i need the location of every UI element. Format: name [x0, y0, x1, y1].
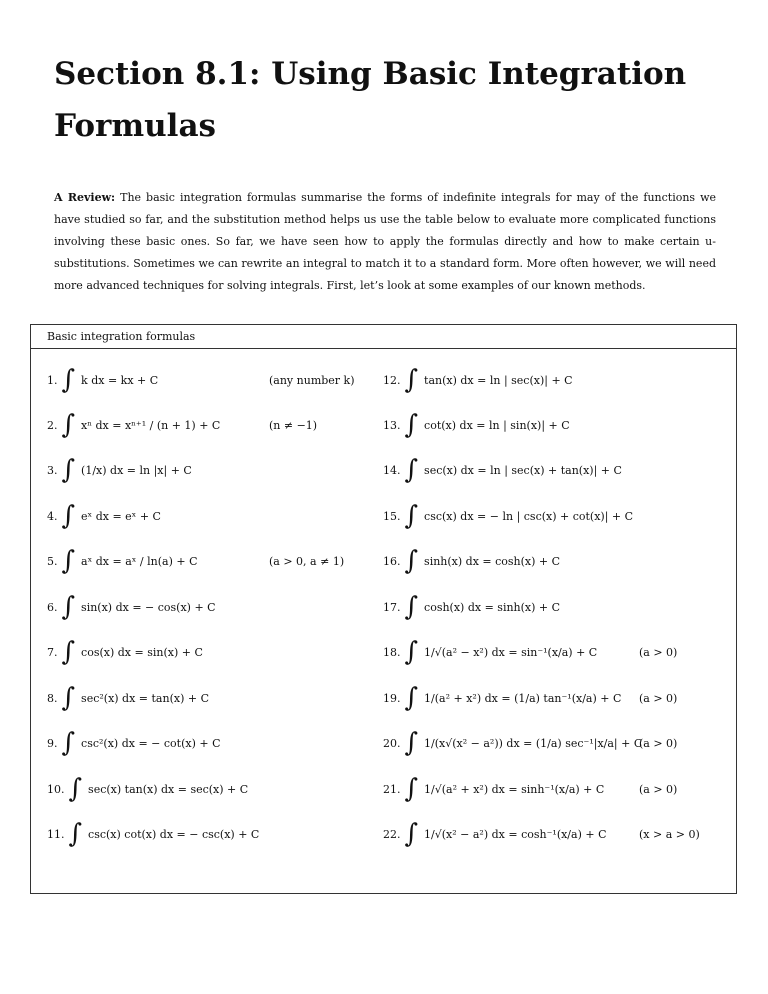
- integral-sign-icon: ∫: [61, 365, 76, 395]
- formula-number: 7.: [47, 645, 58, 659]
- formula-row: [383, 496, 633, 536]
- formula-row: [383, 541, 560, 581]
- formula-expression: sec²(x) dx = tan(x) + C: [81, 691, 209, 705]
- formula-row: [47, 632, 203, 672]
- formula-number: 6.: [47, 600, 58, 614]
- formula-number: 11.: [47, 827, 65, 841]
- formula-number: 21.: [383, 782, 401, 796]
- formula-expression: (1/x) dx = ln |x| + C: [81, 463, 192, 477]
- formula-table: [30, 324, 737, 894]
- integral-sign-icon: ∫: [404, 455, 419, 485]
- formula-expression: sec(x) dx = ln | sec(x) + tan(x)| + C: [424, 463, 622, 477]
- formula-number: 12.: [383, 373, 401, 387]
- formula-number: 18.: [383, 645, 401, 659]
- formula-number: 22.: [383, 827, 401, 841]
- formula-expression: eˣ dx = eˣ + C: [81, 509, 161, 523]
- formula-condition: (any number k): [269, 373, 355, 387]
- formula-number: 10.: [47, 782, 65, 796]
- formula-condition: (a > 0, a ≠ 1): [269, 554, 345, 568]
- integral-sign-icon: ∫: [404, 365, 419, 395]
- integral-sign-icon: ∫: [61, 637, 76, 667]
- integral-sign-icon: ∫: [61, 501, 76, 531]
- formula-number: 9.: [47, 736, 58, 750]
- formula-expression: 1/(a² + x²) dx = (1/a) tan⁻¹(x/a) + C: [424, 691, 622, 705]
- formula-number: 5.: [47, 554, 58, 568]
- formula-condition: (a > 0): [639, 691, 678, 705]
- formula-row: [47, 405, 220, 445]
- formula-row: [383, 769, 604, 809]
- formula-condition: (a > 0): [639, 645, 678, 659]
- formula-row: [383, 723, 642, 763]
- integral-sign-icon: ∫: [61, 728, 76, 758]
- integral-sign-icon: ∫: [404, 774, 419, 804]
- formula-expression: csc(x) cot(x) dx = − csc(x) + C: [88, 827, 260, 841]
- formula-number: 1.: [47, 373, 58, 387]
- formula-row: [47, 496, 161, 536]
- formula-row: [383, 814, 607, 854]
- integral-sign-icon: ∫: [61, 683, 76, 713]
- formula-expression: csc²(x) dx = − cot(x) + C: [81, 736, 221, 750]
- formula-row: [383, 450, 622, 490]
- formula-row: [383, 587, 560, 627]
- formula-number: 16.: [383, 554, 401, 568]
- page-title: Section 8.1: Using Basic Integration Formulas: [54, 56, 687, 144]
- intro-text: The basic integration formulas summarise the forms of indefinite integrals for may of the functions we have studied so far, and the substitution method helps us use the table below to evaluate more complicated functions involving these basic ones. So far, we have seen how to apply the formulas directly and how to make certain u-substitutions. Sometimes we can rewrite an integral to match it to a standard form. More often however, we will need more advanced techniques for solving integrals. First, let’s look at some examples of our known methods.: [54, 191, 716, 292]
- formula-condition: (x > a > 0): [639, 827, 700, 841]
- formula-expression: cot(x) dx = ln | sin(x)| + C: [424, 418, 570, 432]
- formula-row: [47, 360, 158, 400]
- integral-sign-icon: ∫: [404, 683, 419, 713]
- formula-row: [47, 769, 248, 809]
- formula-condition: (a > 0): [639, 736, 678, 750]
- integral-sign-icon: ∫: [404, 592, 419, 622]
- formula-expression: csc(x) dx = − ln | csc(x) + cot(x)| + C: [424, 509, 634, 523]
- formula-expression: k dx = kx + C: [81, 373, 159, 387]
- formula-expression: cosh(x) dx = sinh(x) + C: [424, 600, 561, 614]
- formula-number: 15.: [383, 509, 401, 523]
- integral-sign-icon: ∫: [404, 728, 419, 758]
- formula-row: [383, 678, 621, 718]
- formula-number: 13.: [383, 418, 401, 432]
- integral-sign-icon: ∫: [404, 410, 419, 440]
- formula-row: [383, 360, 573, 400]
- intro-paragraph: [54, 187, 716, 297]
- formula-number: 20.: [383, 736, 401, 750]
- intro-lead: A Review:: [54, 191, 116, 204]
- formula-row: [47, 723, 221, 763]
- formula-row: [383, 632, 597, 672]
- formula-row: [47, 678, 209, 718]
- integral-sign-icon: ∫: [404, 637, 419, 667]
- formula-row: [383, 405, 570, 445]
- formula-expression: 1/(x√(x² − a²)) dx = (1/a) sec⁻¹|x/a| + C: [424, 736, 643, 750]
- formula-expression: sin(x) dx = − cos(x) + C: [81, 600, 216, 614]
- integral-sign-icon: ∫: [61, 410, 76, 440]
- formula-number: 17.: [383, 600, 401, 614]
- formula-expression: 1/√(a² + x²) dx = sinh⁻¹(x/a) + C: [424, 782, 605, 796]
- formula-number: 14.: [383, 463, 401, 477]
- formula-expression: tan(x) dx = ln | sec(x)| + C: [424, 373, 573, 387]
- formula-expression: sec(x) tan(x) dx = sec(x) + C: [88, 782, 249, 796]
- integral-sign-icon: ∫: [404, 501, 419, 531]
- formula-expression: xⁿ dx = xⁿ⁺¹ / (n + 1) + C: [81, 418, 221, 432]
- formula-number: 19.: [383, 691, 401, 705]
- integral-sign-icon: ∫: [68, 774, 83, 804]
- formula-row: [47, 814, 259, 854]
- formula-condition: (a > 0): [639, 782, 678, 796]
- formula-row: [47, 587, 216, 627]
- formula-number: 8.: [47, 691, 58, 705]
- formula-expression: aˣ dx = aˣ / ln(a) + C: [81, 554, 198, 568]
- formula-number: 4.: [47, 509, 58, 523]
- formula-row: [47, 541, 198, 581]
- integral-sign-icon: ∫: [404, 546, 419, 576]
- formula-row: [47, 450, 192, 490]
- formula-expression: 1/√(a² − x²) dx = sin⁻¹(x/a) + C: [424, 645, 598, 659]
- integral-sign-icon: ∫: [61, 455, 76, 485]
- formula-condition: (n ≠ −1): [269, 418, 318, 432]
- formula-number: 2.: [47, 418, 58, 432]
- integral-sign-icon: ∫: [68, 819, 83, 849]
- formula-number: 3.: [47, 463, 58, 477]
- formula-expression: 1/√(x² − a²) dx = cosh⁻¹(x/a) + C: [424, 827, 607, 841]
- integral-sign-icon: ∫: [404, 819, 419, 849]
- formula-expression: cos(x) dx = sin(x) + C: [81, 645, 203, 659]
- integral-sign-icon: ∫: [61, 592, 76, 622]
- formula-expression: sinh(x) dx = cosh(x) + C: [424, 554, 561, 568]
- formula-table-header: Basic integration formulas: [31, 325, 736, 349]
- integral-sign-icon: ∫: [61, 546, 76, 576]
